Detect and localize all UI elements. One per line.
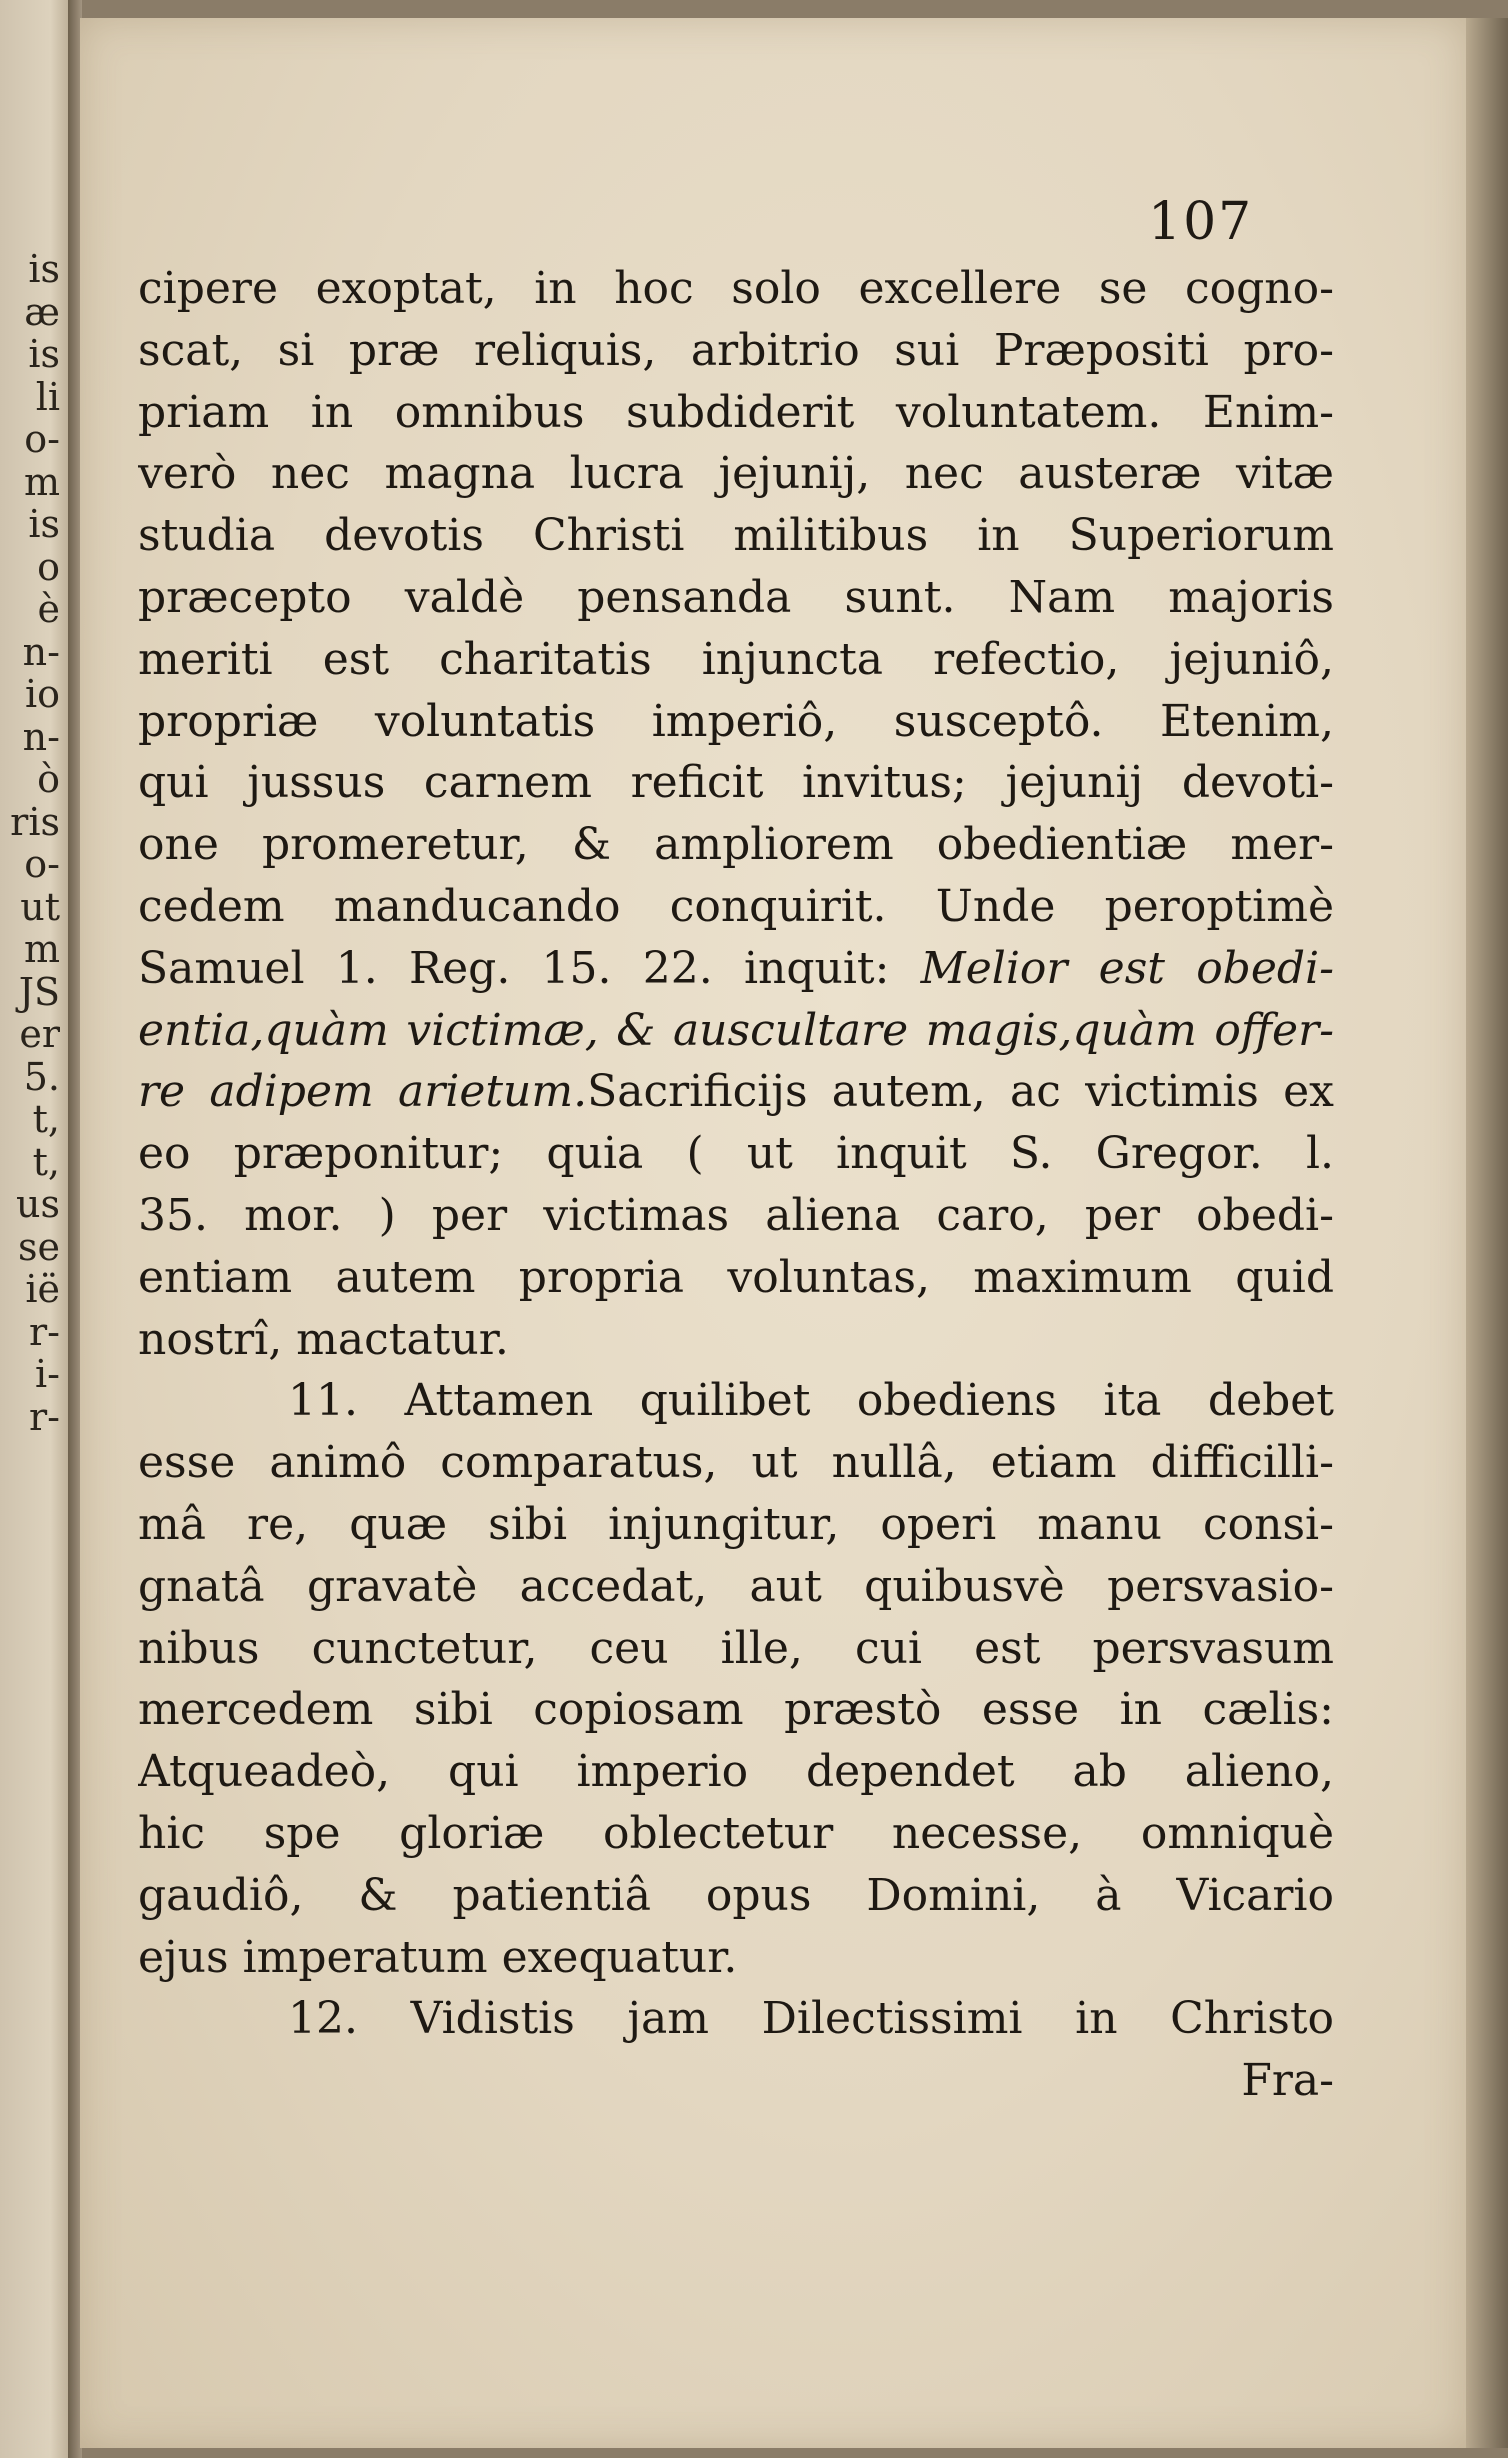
margin-fragment: ut bbox=[20, 885, 60, 928]
text-segment: eo præponitur; quia ( ut inquit S. Gregor. l. bbox=[138, 1128, 1334, 1180]
text-segment: præcepto valdè pensanda sunt. Nam majoris bbox=[138, 571, 1334, 623]
text-line bbox=[138, 1988, 1334, 2050]
text-line bbox=[138, 691, 1334, 753]
margin-fragment: i- bbox=[35, 1353, 60, 1396]
text-segment: verò nec magna lucra jejunij, nec austeræ vitæ bbox=[138, 448, 1334, 500]
text-line bbox=[138, 1494, 1334, 1556]
italic-quote-segment: re adipem arietum. bbox=[138, 1066, 588, 1118]
text-segment: gaudiô, & patientiâ opus Domini, à Vicario bbox=[138, 1869, 1334, 1921]
text-line bbox=[138, 1741, 1334, 1803]
text-segment: mâ re, quæ sibi injungitur, operi manu consi- bbox=[138, 1498, 1334, 1550]
previous-page-margin-text bbox=[0, 248, 60, 1438]
text-segment: esse animô comparatus, ut nullâ, etiam difficilli- bbox=[138, 1437, 1334, 1489]
text-line bbox=[138, 1185, 1334, 1247]
text-segment: one promeretur, & ampliorem obedientiæ mer- bbox=[138, 819, 1334, 871]
margin-fragment: er bbox=[19, 1013, 60, 1056]
text-segment: priam in omnibus subdiderit voluntatem. Enim- bbox=[138, 386, 1334, 438]
margin-fragment: us bbox=[16, 1183, 60, 1226]
text-line bbox=[138, 567, 1334, 629]
text-line bbox=[138, 938, 1334, 1000]
margin-fragment: o- bbox=[24, 843, 60, 886]
text-line bbox=[138, 1618, 1334, 1680]
margin-fragment: t, bbox=[32, 1140, 60, 1183]
text-line bbox=[138, 876, 1334, 938]
margin-fragment: è bbox=[37, 588, 60, 631]
text-segment: cedem manducando conquirit. Unde peroptimè bbox=[138, 880, 1334, 932]
text-segment: nibus cunctetur, ceu ille, cui est persvasum bbox=[138, 1622, 1334, 1674]
text-line bbox=[138, 1865, 1334, 1927]
margin-fragment: r- bbox=[28, 1395, 60, 1438]
text-line bbox=[138, 1556, 1334, 1618]
text-segment: meriti est charitatis injuncta refectio, jejuniô, bbox=[138, 633, 1334, 685]
text-line bbox=[138, 1927, 1334, 1989]
text-segment: studia devotis Christi militibus in Superiorum bbox=[138, 510, 1334, 562]
margin-fragment: io bbox=[24, 673, 60, 716]
text-segment: cipere exoptat, in hoc solo excellere se cogno- bbox=[138, 263, 1334, 314]
text-segment: entiam autem propria voluntas, maximum quid bbox=[138, 1251, 1334, 1303]
text-segment: scat, si præ reliquis, arbitrio sui Præpositi pro- bbox=[138, 324, 1334, 376]
margin-fragment: m bbox=[23, 928, 60, 971]
text-segment: Samuel 1. Reg. 15. 22. inquit: bbox=[138, 942, 921, 994]
text-line bbox=[138, 814, 1334, 876]
previous-page-edge bbox=[0, 0, 72, 2458]
text-line bbox=[138, 258, 1334, 320]
text-line bbox=[138, 629, 1334, 691]
text-line bbox=[138, 1061, 1334, 1123]
text-line bbox=[138, 752, 1334, 814]
text-segment: gnatâ gravatè accedat, aut quibusvè persvasio- bbox=[138, 1560, 1334, 1612]
margin-fragment: JS bbox=[18, 970, 60, 1013]
text-line bbox=[138, 1370, 1334, 1432]
margin-fragment: t, bbox=[32, 1098, 60, 1141]
text-line bbox=[138, 2050, 1334, 2112]
body-text bbox=[138, 258, 1334, 2112]
text-segment: 12. Vidistis jam Dilectissimi in Christo bbox=[288, 1993, 1334, 2045]
margin-fragment: r- bbox=[28, 1310, 60, 1353]
text-line bbox=[138, 505, 1334, 567]
text-segment: Sacrificijs autem, ac victimis ex bbox=[587, 1066, 1334, 1118]
margin-fragment: is bbox=[28, 248, 60, 291]
text-segment: propriæ voluntatis imperiô, susceptô. Etenim, bbox=[138, 695, 1334, 747]
margin-fragment: o- bbox=[24, 418, 60, 461]
text-line bbox=[138, 382, 1334, 444]
text-line bbox=[138, 1803, 1334, 1865]
text-line bbox=[138, 1000, 1334, 1062]
margin-fragment: n- bbox=[22, 630, 60, 673]
margin-fragment: ië bbox=[25, 1268, 60, 1311]
text-segment: Atqueadeò, qui imperio dependet ab alieno, bbox=[138, 1746, 1334, 1798]
margin-fragment: m bbox=[23, 460, 60, 503]
text-segment: qui jussus carnem reficit invitus; jejunij devoti- bbox=[138, 757, 1334, 809]
margin-fragment: is bbox=[28, 503, 60, 546]
text-line bbox=[138, 443, 1334, 505]
italic-quote-segment: entia,quàm victimæ, & auscultare magis,quàm offer- bbox=[138, 1004, 1334, 1056]
page-edge-shadow bbox=[1466, 18, 1508, 2448]
margin-fragment: n- bbox=[22, 715, 60, 758]
page-number: 107 bbox=[1148, 192, 1254, 252]
text-segment: nostrî, mactatur. bbox=[138, 1313, 509, 1365]
text-segment: 11. Attamen quilibet obediens ita debet bbox=[288, 1375, 1334, 1427]
margin-fragment: ò bbox=[37, 758, 60, 801]
margin-fragment: is bbox=[28, 333, 60, 376]
text-segment: 35. mor. ) per victimas aliena caro, per obedi- bbox=[138, 1189, 1334, 1241]
text-segment: ejus imperatum exequatur. bbox=[138, 1931, 738, 1983]
text-line bbox=[138, 1123, 1334, 1185]
margin-fragment: ris bbox=[10, 800, 60, 843]
text-segment: hic spe gloriæ oblectetur necesse, omniquè bbox=[138, 1807, 1334, 1859]
text-line bbox=[138, 1247, 1334, 1309]
text-line bbox=[138, 1679, 1334, 1741]
text-line bbox=[138, 1432, 1334, 1494]
margin-fragment: æ bbox=[24, 290, 60, 333]
margin-fragment: li bbox=[35, 375, 60, 418]
text-line bbox=[138, 320, 1334, 382]
text-segment: Fra- bbox=[1241, 2055, 1334, 2107]
margin-fragment: 5. bbox=[23, 1055, 60, 1098]
italic-quote-segment: Melior est obedi- bbox=[920, 942, 1334, 994]
text-segment: mercedem sibi copiosam præstò esse in cælis: bbox=[138, 1684, 1334, 1736]
margin-fragment: o bbox=[37, 545, 60, 588]
text-line bbox=[138, 1309, 1334, 1371]
margin-fragment: se bbox=[18, 1225, 60, 1268]
